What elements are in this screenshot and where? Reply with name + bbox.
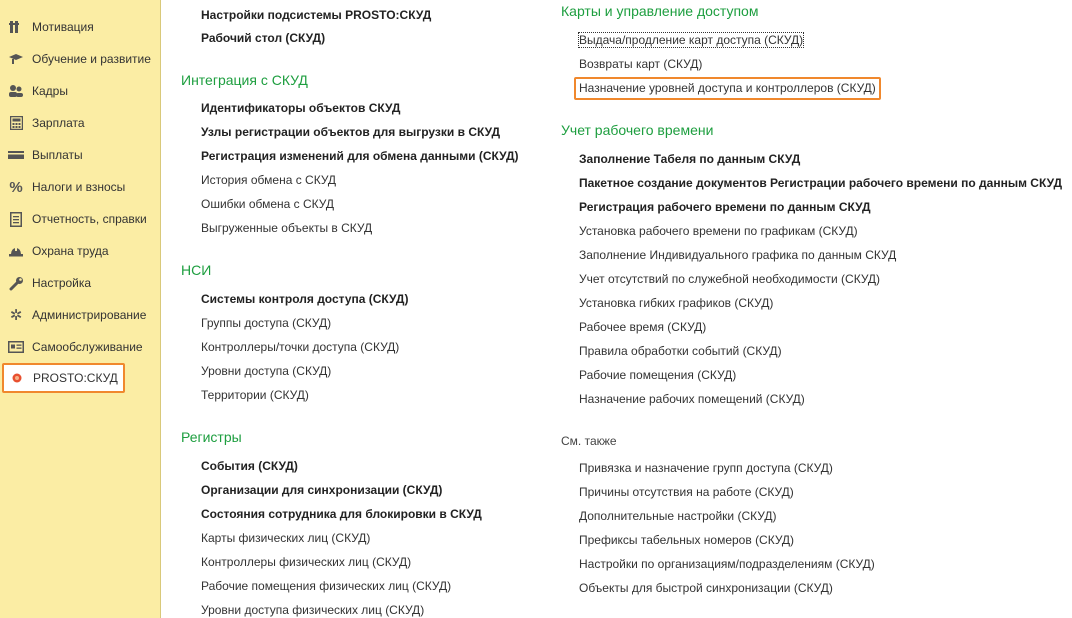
link-access-groups[interactable]: Группы доступа (СКУД) [201, 316, 332, 330]
sidebar-item-label: Выплаты [32, 148, 83, 162]
link-person-rooms[interactable]: Рабочие помещения физических лиц (СКУД) [201, 579, 452, 593]
calculator-icon [7, 114, 25, 132]
sidebar-item-reports[interactable] [0, 206, 160, 232]
link-group-binding[interactable]: Привязка и назначение групп доступа (СКУД) [579, 461, 833, 475]
link-prosto-settings[interactable]: Настройки подсистемы PROSTO:СКУД [201, 8, 432, 22]
section-title-time-tracking: Учет рабочего времени [561, 122, 714, 138]
wrench-icon [7, 274, 25, 292]
sidebar-item-label: Мотивация [32, 20, 94, 34]
sidebar-item-self-service[interactable] [0, 334, 160, 360]
graduation-cap-icon [7, 50, 25, 68]
sidebar-item-salary[interactable] [0, 110, 160, 136]
link-access-levels[interactable]: Уровни доступа (СКУД) [201, 364, 332, 378]
section-title-cards: Карты и управление доступом [561, 3, 759, 19]
link-employee-states[interactable]: Состояния сотрудника для блокировки в СКУД [201, 507, 482, 521]
banknote-icon [7, 146, 25, 164]
gear-icon: ✲ [9, 307, 23, 324]
link-flexible-schedules[interactable]: Установка гибких графиков (СКУД) [579, 296, 774, 310]
sidebar-item-labor-safety[interactable] [0, 238, 160, 264]
link-person-controllers[interactable]: Контроллеры физических лиц (СКУД) [201, 555, 412, 569]
sidebar-item-settings[interactable] [0, 270, 160, 296]
link-card-returns[interactable]: Возвраты карт (СКУД) [579, 57, 703, 71]
link-extra-settings[interactable]: Дополнительные настройки (СКУД) [579, 509, 777, 523]
hard-hat-icon [7, 242, 25, 260]
link-event-rules[interactable]: Правила обработки событий (СКУД) [579, 344, 782, 358]
sidebar-item-label: Кадры [32, 84, 68, 98]
link-work-time[interactable]: Рабочее время (СКУД) [579, 320, 707, 334]
link-timesheet-fill[interactable]: Заполнение Табеля по данным СКУД [579, 152, 801, 166]
link-time-registration[interactable]: Регистрация рабочего времени по данным СКУД [579, 200, 871, 214]
sidebar-item-label: Администрирование [32, 308, 147, 322]
link-business-absence[interactable]: Учет отсутствий по служебной необходимости (СКУД) [579, 272, 881, 286]
link-person-cards[interactable]: Карты физических лиц (СКУД) [201, 531, 371, 545]
sidebar-item-label: Налоги и взносы [32, 180, 126, 194]
sidebar-item-label: Обучение и развитие [32, 52, 151, 66]
link-desktop[interactable]: Рабочий стол (СКУД) [201, 31, 326, 45]
link-territories[interactable]: Территории (СКУД) [201, 388, 309, 402]
link-set-time-by-schedule[interactable]: Установка рабочего времени по графикам (СКУД) [579, 224, 858, 238]
section-title-integration: Интеграция с СКУД [181, 72, 308, 88]
section-title-see-also: См. также [561, 434, 617, 448]
prosto-logo-icon [8, 369, 26, 387]
id-card-icon [7, 338, 25, 356]
link-events[interactable]: События (СКУД) [201, 459, 298, 473]
link-change-registration[interactable]: Регистрация изменений для обмена данными (СКУД) [201, 149, 519, 163]
link-individual-schedule[interactable]: Заполнение Индивидуального графика по данным СКУД [579, 248, 897, 262]
link-tab-prefixes[interactable]: Префиксы табельных номеров (СКУД) [579, 533, 795, 547]
link-access-systems[interactable]: Системы контроля доступа (СКУД) [201, 292, 409, 306]
link-exchange-history[interactable]: История обмена с СКУД [201, 173, 337, 187]
link-registration-nodes[interactable]: Узлы регистрации объектов для выгрузки в СКУД [201, 125, 501, 139]
trophy-icon [7, 18, 25, 36]
link-exported-objects[interactable]: Выгруженные объекты в СКУД [201, 221, 373, 235]
sidebar-item-label: Охрана труда [32, 244, 109, 258]
link-absence-reasons[interactable]: Причины отсутствия на работе (СКУД) [579, 485, 794, 499]
sidebar-item-label: PROSTO:СКУД [33, 371, 118, 385]
link-org-settings[interactable]: Настройки по организациям/подразделениям (СКУД) [579, 557, 875, 571]
section-title-registers: Регистры [181, 429, 242, 445]
document-icon [7, 210, 25, 228]
link-controllers[interactable]: Контроллеры/точки доступа (СКУД) [201, 340, 400, 354]
link-work-rooms[interactable]: Рабочие помещения (СКУД) [579, 368, 737, 382]
link-quick-sync-objects[interactable]: Объекты для быстрой синхронизации (СКУД) [579, 581, 833, 595]
link-object-ids[interactable]: Идентификаторы объектов СКУД [201, 101, 401, 115]
sidebar-item-taxes[interactable] [0, 174, 160, 200]
sidebar-item-label: Отчетность, справки [32, 212, 147, 226]
link-card-issue[interactable]: Выдача/продление карт доступа (СКУД) [579, 33, 804, 47]
link-person-access-levels[interactable]: Уровни доступа физических лиц (СКУД) [201, 603, 425, 617]
link-access-level-assignment[interactable]: Назначение уровней доступа и контроллеров (СКУД) [574, 77, 881, 100]
sidebar [0, 0, 161, 618]
sidebar-item-label: Настройка [32, 276, 92, 290]
percent-icon: % [9, 178, 23, 196]
link-work-room-assignment[interactable]: Назначение рабочих помещений (СКУД) [579, 392, 805, 406]
sidebar-item-prosto-skud[interactable] [2, 363, 125, 393]
link-sync-organizations[interactable]: Организации для синхронизации (СКУД) [201, 483, 443, 497]
sidebar-item-motivation[interactable] [0, 14, 160, 40]
sidebar-item-payments[interactable] [0, 142, 160, 168]
sidebar-item-personnel[interactable] [0, 78, 160, 104]
sidebar-item-label: Самообслуживание [32, 340, 143, 354]
section-title-nsi: НСИ [181, 262, 212, 278]
link-exchange-errors[interactable]: Ошибки обмена с СКУД [201, 197, 335, 211]
link-batch-create[interactable]: Пакетное создание документов Регистрации рабочего времени по данным СКУД [579, 176, 1062, 190]
people-icon [7, 82, 25, 100]
sidebar-item-training[interactable] [0, 46, 160, 72]
sidebar-item-label: Зарплата [32, 116, 85, 130]
sidebar-item-administration[interactable] [0, 302, 160, 328]
